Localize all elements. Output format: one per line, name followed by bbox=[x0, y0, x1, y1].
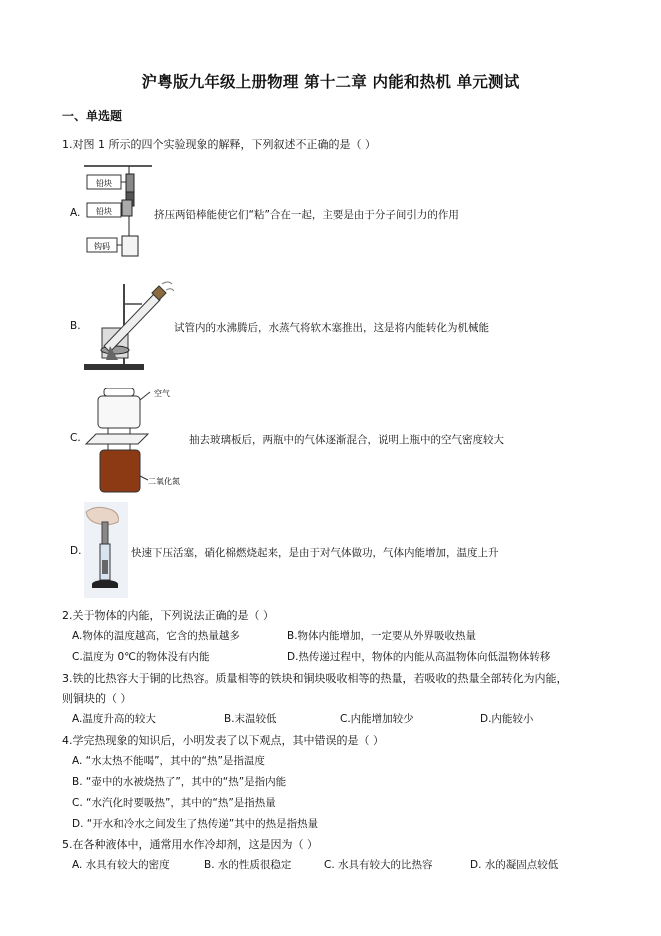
fig-a-block3-text: 钩码 bbox=[94, 242, 110, 251]
question-3-stem-line2: 则铜块的（ ） bbox=[62, 692, 132, 705]
fig-c-bottom-text: 二氧化氮 bbox=[148, 477, 180, 486]
q1-option-c-text: 抽去玻璃板后，两瓶中的气体逐渐混合，说明上瓶中的空气密度较大 bbox=[189, 434, 504, 446]
q3-option-d: D.内能较小 bbox=[480, 713, 534, 725]
piston-compression-figure bbox=[84, 502, 128, 602]
q4-option-c: C. “水汽化时要吸热”，其中的“热”是指热量 bbox=[72, 797, 276, 809]
q1-option-b-label: B. bbox=[70, 320, 81, 332]
fig-a-block2-text: 铅块 bbox=[96, 207, 112, 216]
q3-option-c: C.内能增加较少 bbox=[340, 713, 414, 725]
q1-option-b-text: 试管内的水沸腾后，水蒸气将软木塞推出，这是将内能转化为机械能 bbox=[174, 322, 489, 334]
q4-option-b: B. “壶中的水被烧热了”，其中的“热”是指内能 bbox=[72, 776, 287, 788]
question-1-stem: 1.对图 1 所示的四个实验现象的解释，下列叙述不正确的是（ ） bbox=[62, 138, 376, 151]
question-5-stem: 5.在各种液体中，通常用水作冷却剂，这是因为（ ） bbox=[62, 838, 318, 851]
q2-option-d: D.热传递过程中，物体的内能从高温物体向低温物体转移 bbox=[287, 651, 551, 663]
q5-option-d: D. 水的凝固点较低 bbox=[470, 859, 559, 871]
fig-c-top-text: 空气 bbox=[154, 389, 170, 398]
q1-option-c-label: C. bbox=[70, 432, 81, 444]
test-tube-boiling-figure bbox=[84, 276, 174, 376]
q3-option-a: A.温度升高的较大 bbox=[72, 713, 156, 725]
q1-option-a-label: A. bbox=[70, 207, 81, 219]
fig-a-block1-text: 铅块 bbox=[96, 179, 112, 188]
q2-option-a: A.物体的温度越高，它含的热量越多 bbox=[72, 630, 240, 642]
page-title: 沪粤版九年级上册物理 第十二章 内能和热机 单元测试 bbox=[141, 73, 520, 91]
gas-diffusion-figure bbox=[84, 388, 204, 500]
q2-option-c: C.温度为 0℃的物体没有内能 bbox=[72, 651, 210, 663]
q4-option-d: D. “开水和冷水之间发生了热传递”其中的热是指热量 bbox=[72, 818, 319, 830]
q2-option-b: B.物体内能增加，一定要从外界吸收热量 bbox=[287, 630, 477, 642]
question-4-stem: 4.学完热现象的知识后，小明发表了以下观点，其中错误的是（ ） bbox=[62, 734, 384, 747]
question-3-stem-line1: 3.铁的比热容大于铜的比热容。质量相等的铁块和铜块吸收相等的热量，若吸收的热量全部转化为内能， bbox=[62, 672, 568, 685]
q1-option-a-text: 挤压两铅棒能使它们“粘”合在一起，主要是由于分子间引力的作用 bbox=[154, 209, 459, 221]
q5-option-c: C. 水具有较大的比热容 bbox=[324, 859, 433, 871]
question-2-stem: 2.关于物体的内能，下列说法正确的是（ ） bbox=[62, 609, 274, 622]
q4-option-a: A. “水太热不能喝”，其中的“热”是指温度 bbox=[72, 755, 265, 767]
q1-option-d-label: D. bbox=[70, 545, 82, 557]
q3-option-b: B.末温较低 bbox=[224, 713, 277, 725]
q1-option-d-text: 快速下压活塞，硝化棉燃烧起来，是由于对气体做功，气体内能增加，温度上升 bbox=[131, 547, 499, 559]
lead-blocks-figure bbox=[84, 160, 152, 274]
section-heading: 一、单选题 bbox=[62, 109, 123, 123]
q5-option-a: A. 水具有较大的密度 bbox=[72, 859, 170, 871]
q5-option-b: B. 水的性质很稳定 bbox=[204, 859, 292, 871]
